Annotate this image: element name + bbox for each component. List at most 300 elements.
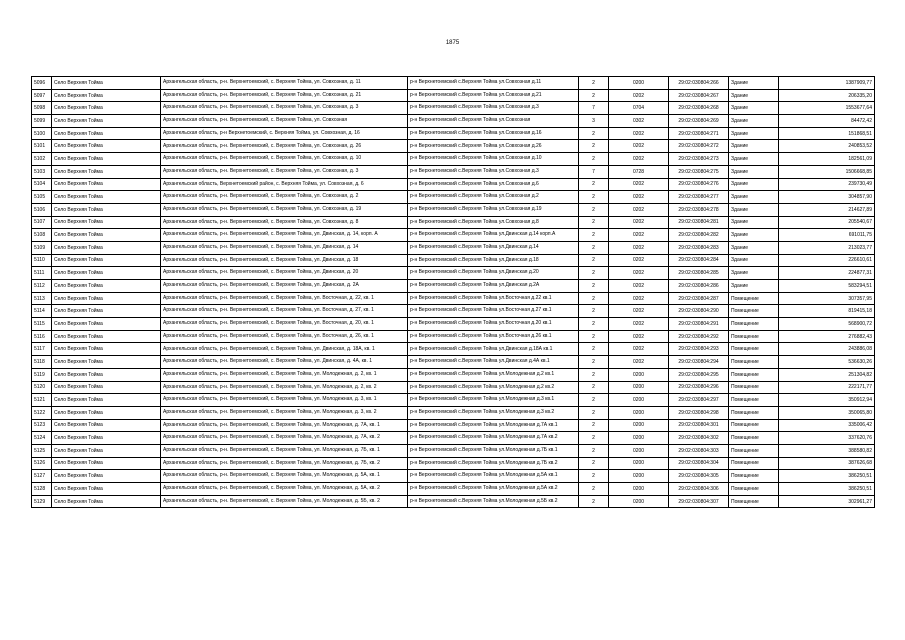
object-type: Помещение [729,444,779,457]
group-code: 2 [579,483,609,496]
table-row [32,432,875,445]
object-type: Здание [729,229,779,242]
type-code: 0202 [609,330,669,343]
settlement-name: Село Верхняя Тойма [52,229,161,242]
type-code: 0200 [609,406,669,419]
group-code: 2 [579,330,609,343]
full-address: Архангельская область, р-н. Верхнетоемский, с. Верхняя Тойма, ул. Восточная, д. 20, кв. 1 [161,318,408,331]
full-address: Архангельская область, р-н. Верхнетоемский, с. Верхняя Тойма, ул. Молодежная, д. 3, кв. 1 [161,394,408,407]
type-code: 0200 [609,495,669,508]
settlement-name: Село Верхняя Тойма [52,178,161,191]
row-number: 5124 [32,432,52,445]
full-address: Архангельская область, р-н. Верхнетоемский, с. Верхняя Тойма, ул. Двинская, д. 2А [161,280,408,293]
short-address: р-н Верхнетоемский с.Верхняя Тойма ул.Совхозная д.3 [408,102,579,115]
cadastral-number: 29:02:030804:286 [669,280,729,293]
short-address: р-н Верхнетоемский с.Верхняя Тойма ул.Совхозная [408,115,579,128]
object-type: Помещение [729,406,779,419]
cadastral-number: 29:02:030804:284 [669,254,729,267]
cadastral-value: 239730,49 [779,178,875,191]
type-code: 0728 [609,165,669,178]
row-number: 5122 [32,406,52,419]
table-row [32,495,875,508]
table-row [32,368,875,381]
object-type: Здание [729,267,779,280]
table-row [32,292,875,305]
settlement-name: Село Верхняя Тойма [52,191,161,204]
settlement-name: Село Верхняя Тойма [52,89,161,102]
row-number: 5112 [32,280,52,293]
table-row [32,178,875,191]
group-code: 2 [579,89,609,102]
cadastral-number: 29:02:030804:277 [669,191,729,204]
short-address: р-н Верхнетоемский с.Верхняя Тойма ул.Совхозная д.21 [408,89,579,102]
table-row [32,115,875,128]
object-type: Помещение [729,419,779,432]
full-address: Архангельская область, р-н. Верхнетоемский, с. Верхняя Тойма, ул. Совхозная, д. 2 [161,191,408,204]
cadastral-value: 568900,72 [779,318,875,331]
full-address: Архангельская область, р-н. Верхнетоемский, с. Верхняя Тойма, ул. Совхозная, д. 10 [161,153,408,166]
type-code: 0202 [609,89,669,102]
object-type: Здание [729,165,779,178]
cadastral-number: 29:02:030804:287 [669,292,729,305]
table-row [32,356,875,369]
short-address: р-н Верхнетоемский с.Верхняя Тойма ул.Молодежная д.7А кв.1 [408,419,579,432]
cadastral-number: 29:02:030804:283 [669,241,729,254]
settlement-name: Село Верхняя Тойма [52,203,161,216]
short-address: р-н Верхнетоемский с.Верхняя Тойма ул.Двинская д.14 [408,241,579,254]
table-row [32,191,875,204]
row-number: 5123 [32,419,52,432]
group-code: 2 [579,457,609,470]
object-type: Помещение [729,483,779,496]
settlement-name: Село Верхняя Тойма [52,419,161,432]
short-address: р-н Верхнетоемский с.Верхняя Тойма ул.Совхозная д.26 [408,140,579,153]
type-code: 0200 [609,432,669,445]
group-code: 2 [579,470,609,483]
settlement-name: Село Верхняя Тойма [52,216,161,229]
table-row [32,381,875,394]
row-number: 5113 [32,292,52,305]
type-code: 0200 [609,470,669,483]
short-address: р-н Верхнетоемский с.Верхняя Тойма ул.Двинская д.18А кв.1 [408,343,579,356]
settlement-name: Село Верхняя Тойма [52,127,161,140]
settlement-name: Село Верхняя Тойма [52,444,161,457]
full-address: Архангельская область, р-н Верхнетоемский, с. Верхняя Тойма, ул. Совхозная, д. 16 [161,127,408,140]
group-code: 2 [579,153,609,166]
object-type: Здание [729,153,779,166]
cadastral-value: 182561,09 [779,153,875,166]
settlement-name: Село Верхняя Тойма [52,495,161,508]
short-address: р-н Верхнетоемский с.Верхняя Тойма ул.Двинская д.14 корп.А [408,229,579,242]
group-code: 2 [579,381,609,394]
settlement-name: Село Верхняя Тойма [52,394,161,407]
short-address: р-н Верхнетоемский с.Верхняя Тойма ул.Восточная д.22 кв.1 [408,292,579,305]
type-code: 0200 [609,368,669,381]
object-type: Здание [729,102,779,115]
row-number: 5126 [32,457,52,470]
table-row [32,127,875,140]
full-address: Архангельская область, р-н. Верхнетоемский, с. Верхняя Тойма, ул. Молодежная, д. 7Б, кв. 1 [161,444,408,457]
settlement-name: Село Верхняя Тойма [52,280,161,293]
object-type: Здание [729,241,779,254]
cadastral-value: 386250,51 [779,470,875,483]
object-type: Здание [729,178,779,191]
cadastral-value: 214627,89 [779,203,875,216]
settlement-name: Село Верхняя Тойма [52,102,161,115]
row-number: 5097 [32,89,52,102]
table-row [32,343,875,356]
cadastral-value: 1387909,77 [779,77,875,90]
group-code: 2 [579,406,609,419]
row-number: 5098 [32,102,52,115]
type-code: 0302 [609,115,669,128]
cadastral-value: 151868,51 [779,127,875,140]
short-address: р-н Верхнетоемский с.Верхняя Тойма ул.Молодежная д.5А кв.1 [408,470,579,483]
settlement-name: Село Верхняя Тойма [52,381,161,394]
row-number: 5099 [32,115,52,128]
cadastral-value: 206335,20 [779,89,875,102]
cadastral-number: 29:02:030804:291 [669,318,729,331]
type-code: 0202 [609,140,669,153]
settlement-name: Село Верхняя Тойма [52,115,161,128]
short-address: р-н Верхнетоемский с.Верхняя Тойма ул.Молодежная д.7Б кв.1 [408,444,579,457]
table-row [32,444,875,457]
table-row [32,318,875,331]
group-code: 2 [579,280,609,293]
type-code: 0200 [609,77,669,90]
short-address: р-н Верхнетоемский с.Верхняя Тойма ул.Молодежная д.3 кв.2 [408,406,579,419]
row-number: 5109 [32,241,52,254]
settlement-name: Село Верхняя Тойма [52,483,161,496]
group-code: 2 [579,216,609,229]
type-code: 0202 [609,178,669,191]
type-code: 0202 [609,280,669,293]
cadastral-value: 1506668,85 [779,165,875,178]
object-type: Помещение [729,330,779,343]
cadastral-number: 29:02:030804:293 [669,343,729,356]
full-address: Архангельская область, р-н. Верхнетоемский, с. Верхняя Тойма, ул. Молодежная, д. 3, кв. 2 [161,406,408,419]
group-code: 2 [579,444,609,457]
table-row [32,229,875,242]
full-address: Архангельская область, р-н. Верхнетоемский, с. Верхняя Тойма, ул. Совхозная, д. 26 [161,140,408,153]
settlement-name: Село Верхняя Тойма [52,470,161,483]
cadastral-number: 29:02:030804:271 [669,127,729,140]
cadastral-value: 222171,77 [779,381,875,394]
group-code: 3 [579,115,609,128]
settlement-name: Село Верхняя Тойма [52,241,161,254]
row-number: 5117 [32,343,52,356]
cadastral-value: 691011,75 [779,229,875,242]
type-code: 0202 [609,203,669,216]
type-code: 0202 [609,343,669,356]
cadastral-number: 29:02:030804:292 [669,330,729,343]
cadastral-value: 583294,51 [779,280,875,293]
cadastral-value: 213023,77 [779,241,875,254]
cadastral-number: 29:02:030804:268 [669,102,729,115]
table-row [32,89,875,102]
short-address: р-н Верхнетоемский с.Верхняя Тойма ул.Совхозная д.2 [408,191,579,204]
type-code: 0202 [609,267,669,280]
object-type: Здание [729,115,779,128]
row-number: 5129 [32,495,52,508]
cadastral-number: 29:02:030804:304 [669,457,729,470]
short-address: р-н Верхнетоемский с.Верхняя Тойма ул.Двинская д.4А кв.1 [408,356,579,369]
full-address: Архангельская область, р-н. Верхнетоемский, с. Верхняя Тойма, ул. Молодежная, д. 7А, кв. 1 [161,419,408,432]
full-address: Архангельская область, р-н. Верхнетоемский, с. Верхняя Тойма, ул. Совхозная, д. 21 [161,89,408,102]
full-address: Архангельская область, р-н. Верхнетоемский, с. Верхняя Тойма, ул. Молодежная, д. 2, кв. 1 [161,368,408,381]
cadastral-value: 243886,08 [779,343,875,356]
object-type: Помещение [729,368,779,381]
table-row [32,305,875,318]
table-row [32,153,875,166]
full-address: Архангельская область, р-н. Верхнетоемский, с. Верхняя Тойма, ул. Совхозная [161,115,408,128]
row-number: 5118 [32,356,52,369]
cadastral-value: 337620,76 [779,432,875,445]
object-type: Помещение [729,305,779,318]
full-address: Архангельская область, р-н. Верхнетоемский, с. Верхняя Тойма, ул. Совхозная, д. 3 [161,165,408,178]
table-row [32,394,875,407]
full-address: Архангельская область, р-н. Верхнетоемский, с. Верхняя Тойма, ул. Восточная, д. 26, кв. 1 [161,330,408,343]
cadastral-value: 819415,18 [779,305,875,318]
table-row [32,254,875,267]
type-code: 0202 [609,356,669,369]
table-row [32,470,875,483]
full-address: Архангельская область, р-н. Верхнетоемский, с. Верхняя Тойма, ул. Молодежная, д. 2, кв. 2 [161,381,408,394]
cadastral-number: 29:02:030804:290 [669,305,729,318]
row-number: 5128 [32,483,52,496]
cadastral-number: 29:02:030804:275 [669,165,729,178]
settlement-name: Село Верхняя Тойма [52,292,161,305]
registry-table [31,76,875,508]
short-address: р-н Верхнетоемский с.Верхняя Тойма ул.Совхозная д.19 [408,203,579,216]
object-type: Помещение [729,495,779,508]
object-type: Здание [729,216,779,229]
type-code: 0200 [609,381,669,394]
settlement-name: Село Верхняя Тойма [52,406,161,419]
settlement-name: Село Верхняя Тойма [52,254,161,267]
object-type: Помещение [729,381,779,394]
group-code: 7 [579,102,609,115]
row-number: 5116 [32,330,52,343]
row-number: 5103 [32,165,52,178]
object-type: Помещение [729,394,779,407]
short-address: р-н Верхнетоемский с.Верхняя Тойма ул.Совхозная д.11 [408,77,579,90]
cadastral-value: 350065,80 [779,406,875,419]
row-number: 5125 [32,444,52,457]
cadastral-value: 307357,95 [779,292,875,305]
table-row [32,102,875,115]
short-address: р-н Верхнетоемский с.Верхняя Тойма ул.Двинская д.2А [408,280,579,293]
type-code: 0200 [609,483,669,496]
group-code: 2 [579,241,609,254]
short-address: р-н Верхнетоемский с.Верхняя Тойма ул.Молодежная д.5А кв.2 [408,483,579,496]
row-number: 5106 [32,203,52,216]
settlement-name: Село Верхняя Тойма [52,330,161,343]
row-number: 5096 [32,77,52,90]
full-address: Архангельская область, р-н. Верхнетоемский, с. Верхняя Тойма, ул. Двинская, д. 14, корп. А [161,229,408,242]
table-row [32,457,875,470]
settlement-name: Село Верхняя Тойма [52,343,161,356]
cadastral-number: 29:02:030804:267 [669,89,729,102]
settlement-name: Село Верхняя Тойма [52,165,161,178]
row-number: 5120 [32,381,52,394]
table-row [32,280,875,293]
settlement-name: Село Верхняя Тойма [52,457,161,470]
group-code: 2 [579,267,609,280]
row-number: 5110 [32,254,52,267]
type-code: 0200 [609,444,669,457]
group-code: 2 [579,419,609,432]
object-type: Здание [729,77,779,90]
table-row [32,165,875,178]
table-row [32,216,875,229]
short-address: р-н Верхнетоемский с.Верхняя Тойма ул.Двинская д.18 [408,254,579,267]
object-type: Здание [729,89,779,102]
cadastral-number: 29:02:030804:273 [669,153,729,166]
cadastral-value: 84472,42 [779,115,875,128]
settlement-name: Село Верхняя Тойма [52,432,161,445]
short-address: р-н Верхнетоемский с.Верхняя Тойма ул.Совхозная д.8 [408,216,579,229]
group-code: 2 [579,77,609,90]
table-row [32,203,875,216]
cadastral-value: 536630,26 [779,356,875,369]
full-address: Архангельская область, р-н. Верхнетоемский, с. Верхняя Тойма, ул. Совхозная, д. 19 [161,203,408,216]
cadastral-number: 29:02:030804:272 [669,140,729,153]
full-address: Архангельская область, р-н. Верхнетоемский, с. Верхняя Тойма, ул. Двинская, д. 20 [161,267,408,280]
settlement-name: Село Верхняя Тойма [52,318,161,331]
row-number: 5108 [32,229,52,242]
group-code: 2 [579,356,609,369]
short-address: р-н Верхнетоемский с.Верхняя Тойма ул.Молодежная д.7Б кв.2 [408,457,579,470]
cadastral-number: 29:02:030804:294 [669,356,729,369]
table-row [32,267,875,280]
short-address: р-н Верхнетоемский с.Верхняя Тойма ул.Молодежная д.2 кв.2 [408,381,579,394]
row-number: 5115 [32,318,52,331]
full-address: Архангельская область, р-н. Верхнетоемский, с. Верхняя Тойма, ул. Молодежная, д. 7Б, кв. 2 [161,457,408,470]
cadastral-number: 29:02:030804:266 [669,77,729,90]
short-address: р-н Верхнетоемский с.Верхняя Тойма ул.Совхозная д.3 [408,165,579,178]
type-code: 0202 [609,318,669,331]
full-address: Архангельская область, р-н. Верхнетоемский, с. Верхняя Тойма, ул. Двинская, д. 18А, кв. 1 [161,343,408,356]
group-code: 2 [579,203,609,216]
registry-rows [32,77,875,508]
cadastral-number: 29:02:030804:298 [669,406,729,419]
full-address: Архангельская область, р-н. Верхнетоемский, с. Верхняя Тойма, ул. Двинская, д. 14 [161,241,408,254]
type-code: 0202 [609,292,669,305]
cadastral-number: 29:02:030804:307 [669,495,729,508]
short-address: р-н Верхнетоемский с.Верхняя Тойма ул.Молодежная д.3 кв.1 [408,394,579,407]
row-number: 5107 [32,216,52,229]
full-address: Архангельская область, р-н. Верхнетоемский, с. Верхняя Тойма, ул. Совхозная, д. 3 [161,102,408,115]
type-code: 0202 [609,305,669,318]
full-address: Архангельская область, р-н. Верхнетоемский, с. Верхняя Тойма, ул. Молодежная, д. 5А, кв. 1 [161,470,408,483]
cadastral-value: 205540,67 [779,216,875,229]
type-code: 0200 [609,457,669,470]
short-address: р-н Верхнетоемский с.Верхняя Тойма ул.Совхозная д.6 [408,178,579,191]
type-code: 0202 [609,127,669,140]
row-number: 5104 [32,178,52,191]
cadastral-number: 29:02:030804:269 [669,115,729,128]
cadastral-number: 29:02:030804:281 [669,216,729,229]
object-type: Здание [729,191,779,204]
object-type: Помещение [729,432,779,445]
type-code: 0202 [609,191,669,204]
cadastral-number: 29:02:030804:305 [669,470,729,483]
type-code: 0202 [609,153,669,166]
object-type: Здание [729,140,779,153]
group-code: 7 [579,165,609,178]
cadastral-value: 276882,43 [779,330,875,343]
full-address: Архангельская область, р-н. Верхнетоемский, с. Верхняя Тойма, ул. Молодежная, д. 7А, кв. 2 [161,432,408,445]
row-number: 5119 [32,368,52,381]
cadastral-number: 29:02:030804:297 [669,394,729,407]
type-code: 0202 [609,229,669,242]
type-code: 0200 [609,394,669,407]
cadastral-value: 304857,90 [779,191,875,204]
cadastral-value: 224877,31 [779,267,875,280]
full-address: Архангельская область, р-н. Верхнетоемский, с. Верхняя Тойма, ул. Двинская, д. 18 [161,254,408,267]
full-address: Архангельская область, р-н. Верхнетоемский, с. Верхняя Тойма, ул. Восточная, д. 27, кв. 1 [161,305,408,318]
short-address: р-н Верхнетоемский с.Верхняя Тойма ул.Восточная д.26 кв.1 [408,330,579,343]
row-number: 5121 [32,394,52,407]
cadastral-number: 29:02:030804:295 [669,368,729,381]
table-row [32,483,875,496]
group-code: 2 [579,318,609,331]
full-address: Архангельская область, р-н. Верхнетоемский, с. Верхняя Тойма, ул. Совхозная, д. 11 [161,77,408,90]
table-row [32,406,875,419]
cadastral-value: 386250,51 [779,483,875,496]
cadastral-number: 29:02:030804:278 [669,203,729,216]
page-number: 1875 [445,40,460,46]
group-code: 2 [579,368,609,381]
row-number: 5114 [32,305,52,318]
object-type: Здание [729,127,779,140]
type-code: 0200 [609,419,669,432]
row-number: 5105 [32,191,52,204]
settlement-name: Село Верхняя Тойма [52,267,161,280]
row-number: 5127 [32,470,52,483]
row-number: 5111 [32,267,52,280]
short-address: р-н Верхнетоемский с.Верхняя Тойма ул.Совхозная д.16 [408,127,579,140]
cadastral-number: 29:02:030804:302 [669,432,729,445]
cadastral-value: 226610,61 [779,254,875,267]
cadastral-number: 29:02:030804:276 [669,178,729,191]
cadastral-number: 29:02:030804:303 [669,444,729,457]
cadastral-number: 29:02:030804:296 [669,381,729,394]
full-address: Архангельская область, р-н. Верхнетоемский, с. Верхняя Тойма, ул. Совхозная, д. 8 [161,216,408,229]
group-code: 2 [579,254,609,267]
type-code: 0202 [609,254,669,267]
object-type: Помещение [729,292,779,305]
object-type: Здание [729,254,779,267]
settlement-name: Село Верхняя Тойма [52,153,161,166]
group-code: 2 [579,343,609,356]
short-address: р-н Верхнетоемский с.Верхняя Тойма ул.Молодежная д.2 кв.1 [408,368,579,381]
short-address: р-н Верхнетоемский с.Верхняя Тойма ул.Совхозная д.10 [408,153,579,166]
cadastral-value: 387626,68 [779,457,875,470]
table-row [32,77,875,90]
cadastral-value: 251304,82 [779,368,875,381]
full-address: Архангельская область, р-н. Верхнетоемский, с. Верхняя Тойма, ул. Молодежная, д. 5А, кв. 2 [161,483,408,496]
settlement-name: Село Верхняя Тойма [52,140,161,153]
object-type: Помещение [729,470,779,483]
full-address: Архангельская область, р-н. Верхнетоемский, с. Верхняя Тойма, ул. Восточная, д. 22, кв. 1 [161,292,408,305]
object-type: Помещение [729,343,779,356]
group-code: 2 [579,140,609,153]
cadastral-value: 1553677,64 [779,102,875,115]
type-code: 0704 [609,102,669,115]
short-address: р-н Верхнетоемский с.Верхняя Тойма ул.Молодежная д.7А кв.2 [408,432,579,445]
